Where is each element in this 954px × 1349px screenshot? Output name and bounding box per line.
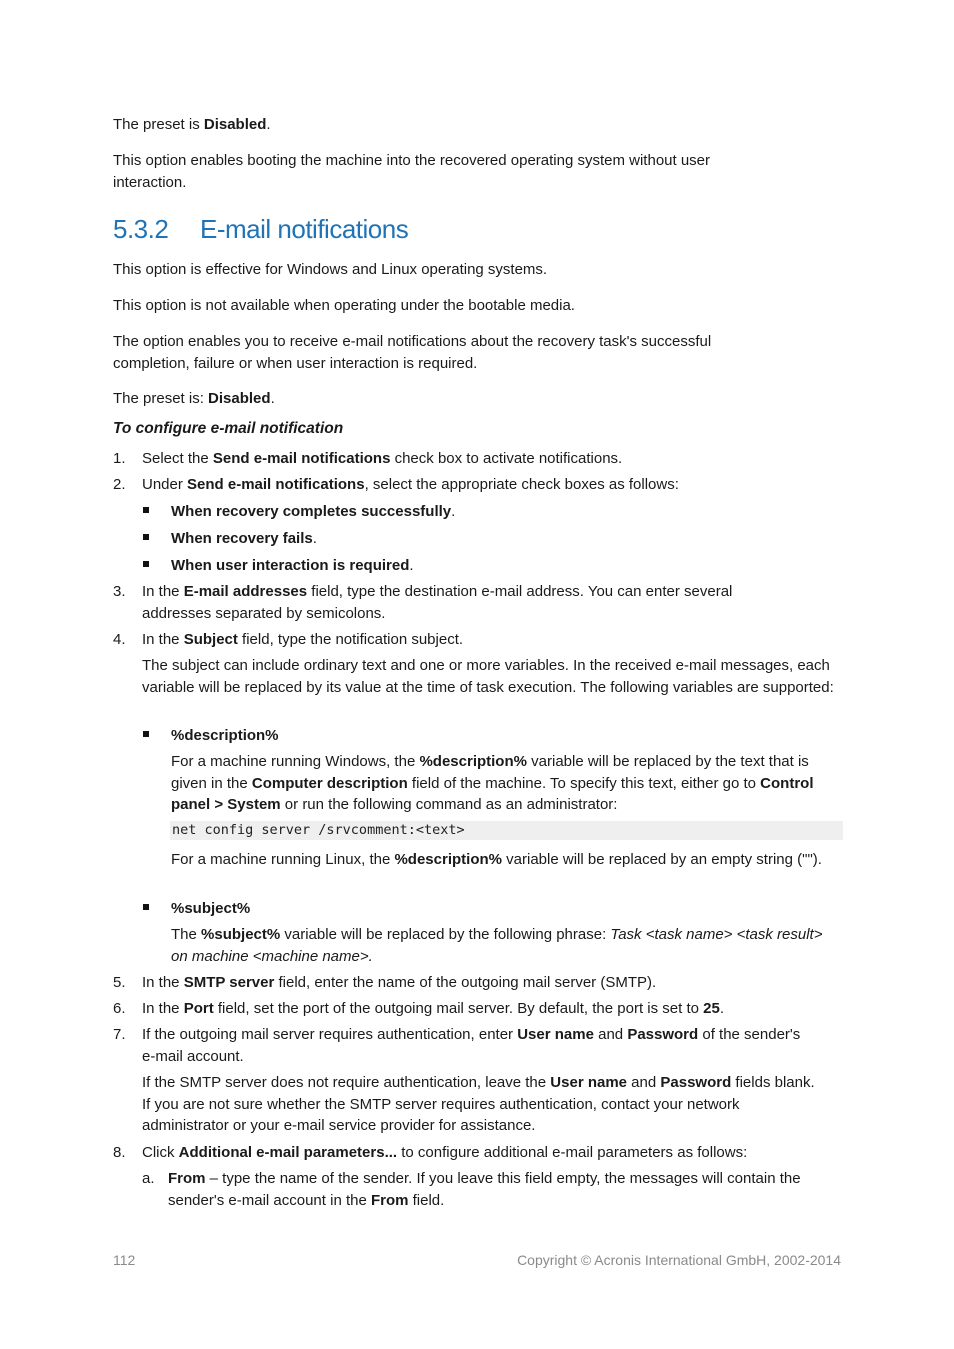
variable-subject-detail: The %subject% variable will be replaced by the following phrase: Task <task name> <task result> on machine <machine name>. (171, 926, 823, 965)
step-3-marker: 3. (113, 583, 126, 600)
page-number: 112 (113, 1252, 136, 1268)
command-code-block: net config server /srvcomment:<text> (170, 821, 843, 840)
section-preset-line: The preset is: Disabled. (113, 390, 275, 407)
step-5-marker: 5. (113, 974, 126, 991)
step-7: If the outgoing mail server requires authentication, enter User name and Password of the sender's e-mail account. (142, 1026, 801, 1065)
bullet-icon (143, 561, 149, 567)
step-2-bullet-3: When user interaction is required. (171, 557, 414, 574)
step-1: Select the Send e-mail notifications check box to activate notifications. (142, 450, 623, 467)
step-3: In the E-mail addresses field, type the destination e-mail address. You can enter several addresses separated by semicolons. (142, 583, 733, 622)
section-heading (113, 214, 408, 245)
bullet-icon (143, 534, 149, 540)
variable-description-windows: For a machine running Windows, the %description% variable will be replaced by the text that is given in the Computer description field of the machine. To specify this text, either go to Control panel > System or run the following command as an administrator: (171, 753, 814, 813)
step-7-marker: 7. (113, 1026, 126, 1043)
intro-paragraph: This option enables booting the machine into the recovered operating system without user interaction. (113, 152, 711, 191)
variable-subject-name: %subject% (171, 900, 251, 917)
step-7-detail: If the SMTP server does not require authentication, leave the User name and Password fields blank. If you are not sure whether the SMTP server requires authentication, contact your network administrator or your e-mail service provider for assistance. (142, 1074, 815, 1134)
step-2-bullet-1: When recovery completes successfully. (171, 503, 456, 520)
bullet-icon (143, 731, 149, 737)
preset-line: The preset is Disabled. (113, 116, 271, 133)
variable-description-linux: For a machine running Linux, the %description% variable will be replaced by an empty string (""). (171, 851, 822, 868)
step-4-detail: The subject can include ordinary text and one or more variables. In the received e-mail messages, each variable will be replaced by its value at the time of task execution. The following variables are supported: (142, 657, 834, 696)
bullet-icon (143, 904, 149, 910)
step-4: In the Subject field, type the notification subject. (142, 631, 464, 648)
step-8: Click Additional e-mail parameters... to configure additional e-mail parameters as follows: (142, 1144, 748, 1161)
step-2-bullet-2: When recovery fails. (171, 530, 317, 547)
step-8-marker: 8. (113, 1144, 126, 1161)
step-1-marker: 1. (113, 450, 126, 467)
paragraph-os: This option is effective for Windows and Linux operating systems. (113, 261, 548, 278)
step-2-marker: 2. (113, 476, 126, 493)
section-title: E-mail notifications (200, 214, 409, 244)
step-6-marker: 6. (113, 1000, 126, 1017)
section-number: 5.3.2 (113, 214, 169, 244)
step-4-marker: 4. (113, 631, 126, 648)
variable-description-name: %description% (171, 727, 279, 744)
step-2: Under Send e-mail notifications, select the appropriate check boxes as follows: (142, 476, 679, 493)
paragraph-option: The option enables you to receive e-mail notifications about the recovery task's successful completion, failure or when user interaction is required. (113, 333, 712, 372)
copyright-notice: Copyright © Acronis International GmbH, 2002-2014 (517, 1252, 841, 1268)
paragraph-bootable: This option is not available when operating under the bootable media. (113, 297, 575, 314)
bullet-icon (143, 507, 149, 513)
step-6: In the Port field, set the port of the outgoing mail server. By default, the port is set to 25. (142, 1000, 724, 1017)
step-5: In the SMTP server field, enter the name of the outgoing mail server (SMTP). (142, 974, 657, 991)
step-8a-marker: a. (142, 1170, 155, 1187)
procedure-title: To configure e-mail notification (113, 420, 344, 437)
step-8a: From – type the name of the sender. If you leave this field empty, the messages will contain the sender's e-mail account in the From field. (168, 1170, 801, 1209)
